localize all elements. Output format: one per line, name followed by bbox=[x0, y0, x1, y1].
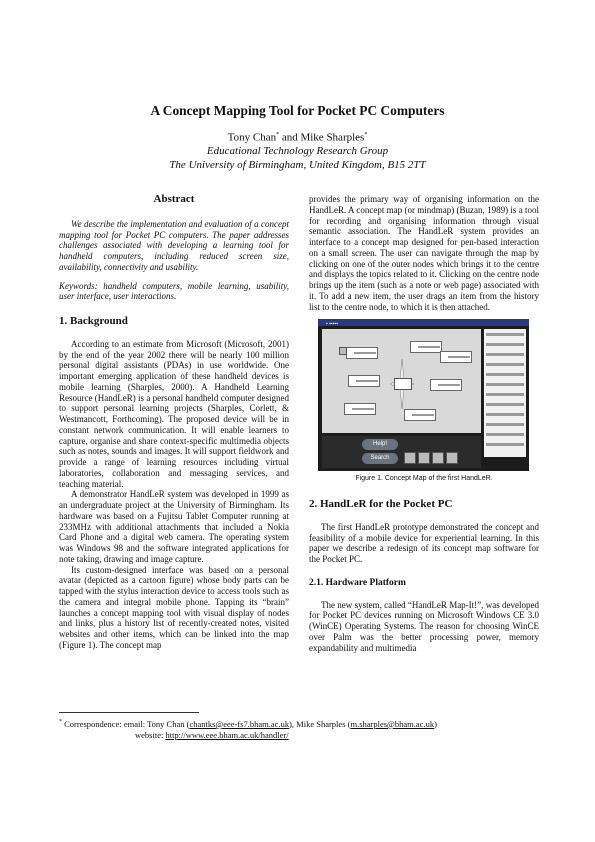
figure-1-caption: Figure 1. Concept Map of the first HandLeR. bbox=[355, 475, 493, 483]
section-2-paragraph-2: The new system, called “HandLeR Map-It!”, was developed for Pocket PC devices running on Microsoft Windows CE 3.0 (WinCE) Operating Systems. The reason for choosing WinCE over Palm was the better processing power, memory expandability and multimedia bbox=[309, 599, 539, 653]
history-item bbox=[486, 413, 524, 416]
help-button: Help! bbox=[362, 439, 398, 450]
history-item bbox=[486, 393, 524, 396]
author-block bbox=[0, 129, 595, 172]
section-1-paragraph-1: According to an estimate from Microsoft (Microsoft, 2001) by the end of the year 2002 there will be nearly 100 million personal digital assistants (PDAs) in use worldwide. One important emerging application of these handheld devices is mobile learning (Sharples, 2000). A Handheld Learning Resource (HandLeR) is a personal handheld computer designed to support personal learning projects (Sharples, Corlett, & Westmancott, Forthcoming). The proposed device will be in constant network communication. It will enable learners to capture, organise and share context-specific multimedia objects such as notes, sounds and images. It will support fieldwork and provide a range of learning resources including virtual laboratories, collaboration and messaging services, and teaching material. bbox=[59, 338, 289, 489]
author-2: Mike Sharples bbox=[300, 131, 365, 144]
paper-title: A Concept Mapping Tool for Pocket PC Computers bbox=[150, 103, 445, 118]
abstract-text: We describe the implementation and evaluation of a concept mapping tool for Pocket PC computers. The paper addresses challenges associated with developing a learning tool for handheld computers, including reduced screen size, availability, connectivity and usability. bbox=[59, 218, 289, 272]
footnote-mark: * bbox=[364, 132, 368, 138]
website-label: website: bbox=[135, 729, 166, 740]
window-title-bar: ▪ ▪▪▪▪▪ bbox=[318, 319, 529, 326]
right-column bbox=[309, 194, 539, 653]
abstract-heading: Abstract bbox=[153, 193, 195, 205]
author-connector: and bbox=[279, 131, 301, 144]
website-link[interactable]: http://www.eee.bham.ac.uk/handler/ bbox=[165, 729, 289, 740]
map-node bbox=[430, 379, 462, 391]
section-1-heading: 1. Background bbox=[59, 315, 128, 327]
section-1-paragraph-2: A demonstrator HandLeR system was developed in 1999 as an undergraduate project at the University of Birmingham. Its hardware was based on a Fujitsu Tablet Computer running at 233MHz with additional attachments that included a Nokia Card Phone and a digital web camera. The operating system was Windows 98 and the software integrated applications for note taking, drawing and image capture. bbox=[59, 489, 289, 564]
map-node bbox=[346, 347, 378, 359]
section-1-paragraph-4: provides the primary way of organising information on the HandLeR. A concept map (or mindmap) (Buzan, 1989) is a tool for recording and organising information through visual semantic association. The HandLeR system provides an interface to a concept map designed for pen-based interaction on a small screen. The user can navigate through the map by clicking on one of the outer nodes which brings it to the centre and displays the topics related to it. Clicking on the centre node brings up the item (such as a note or web page) associated with it. To add a new item, the user drags an item from the history list to the centre node, to which it is then attached. bbox=[309, 194, 539, 312]
affiliation-group: Educational Technology Research Group bbox=[206, 145, 389, 158]
figure-1-screenshot bbox=[318, 319, 529, 471]
affiliation-university: The University of Birmingham, United Kingdom, B15 2TT bbox=[169, 158, 426, 171]
footnote bbox=[59, 717, 539, 741]
history-item bbox=[486, 443, 524, 446]
map-node bbox=[404, 409, 436, 421]
history-item bbox=[486, 343, 524, 346]
history-item bbox=[486, 333, 524, 336]
section-2-paragraph-1: The first HandLeR prototype demonstrated the concept and feasibility of a mobile device for experiential learning. In this paper we describe a redesign of its concept map software for the Pocket PC. bbox=[309, 521, 539, 564]
history-list-panel bbox=[484, 329, 526, 457]
map-center-node bbox=[394, 378, 412, 390]
footnote-name-1: Tony Chan ( bbox=[147, 718, 190, 729]
footnote-mark: * bbox=[276, 132, 280, 138]
search-button: Search bbox=[362, 453, 398, 464]
section-2-1-heading: 2.1. Hardware Platform bbox=[309, 577, 406, 588]
section-1-paragraph-3: Its custom-designed interface was based on a personal avatar (depicted as a cartoon figure) whose body parts can be tapped with the stylus interaction device to access tools such as the camera and integral mobile phone. Tapping its “brain” launches a concept mapping tool with visual display of nodes and links, plus a history list of recently-created notes, visited websites and other items, which can be linked into the map (Figure 1). The concept map bbox=[59, 564, 289, 650]
author-1: Tony Chan bbox=[227, 131, 277, 144]
map-node bbox=[348, 375, 380, 387]
email-link-1[interactable]: chantks@eee-fs7.bham.ac.uk bbox=[189, 718, 290, 729]
history-item bbox=[486, 403, 524, 406]
avatar-toolbar bbox=[322, 436, 481, 468]
left-column bbox=[59, 194, 289, 651]
tool-icon bbox=[432, 452, 444, 464]
map-node bbox=[344, 403, 376, 415]
concept-map-canvas bbox=[322, 329, 481, 433]
map-node bbox=[440, 351, 472, 363]
keywords: Keywords: handheld computers, mobile learning, usability, user interface, user interactions. bbox=[59, 280, 289, 302]
history-item bbox=[486, 423, 524, 426]
author-names bbox=[0, 129, 595, 145]
footnote-mid: ), Mike Sharples ( bbox=[289, 718, 351, 729]
footnote-end: ) bbox=[434, 718, 437, 729]
section-2-heading: 2. HandLeR for the Pocket PC bbox=[309, 498, 453, 510]
history-item bbox=[486, 373, 524, 376]
email-link-2[interactable]: m.sharples@bham.ac.uk bbox=[350, 718, 435, 729]
history-item bbox=[486, 353, 524, 356]
history-item bbox=[486, 433, 524, 436]
footnote-label: Correspondence: email: bbox=[64, 718, 148, 729]
history-item bbox=[486, 363, 524, 366]
tool-icon bbox=[418, 452, 430, 464]
map-node bbox=[410, 341, 442, 353]
tool-icon bbox=[446, 452, 458, 464]
history-item bbox=[486, 383, 524, 386]
footnote-mark: * bbox=[59, 719, 62, 725]
footnote-rule bbox=[59, 712, 199, 713]
tool-icon bbox=[404, 452, 416, 464]
